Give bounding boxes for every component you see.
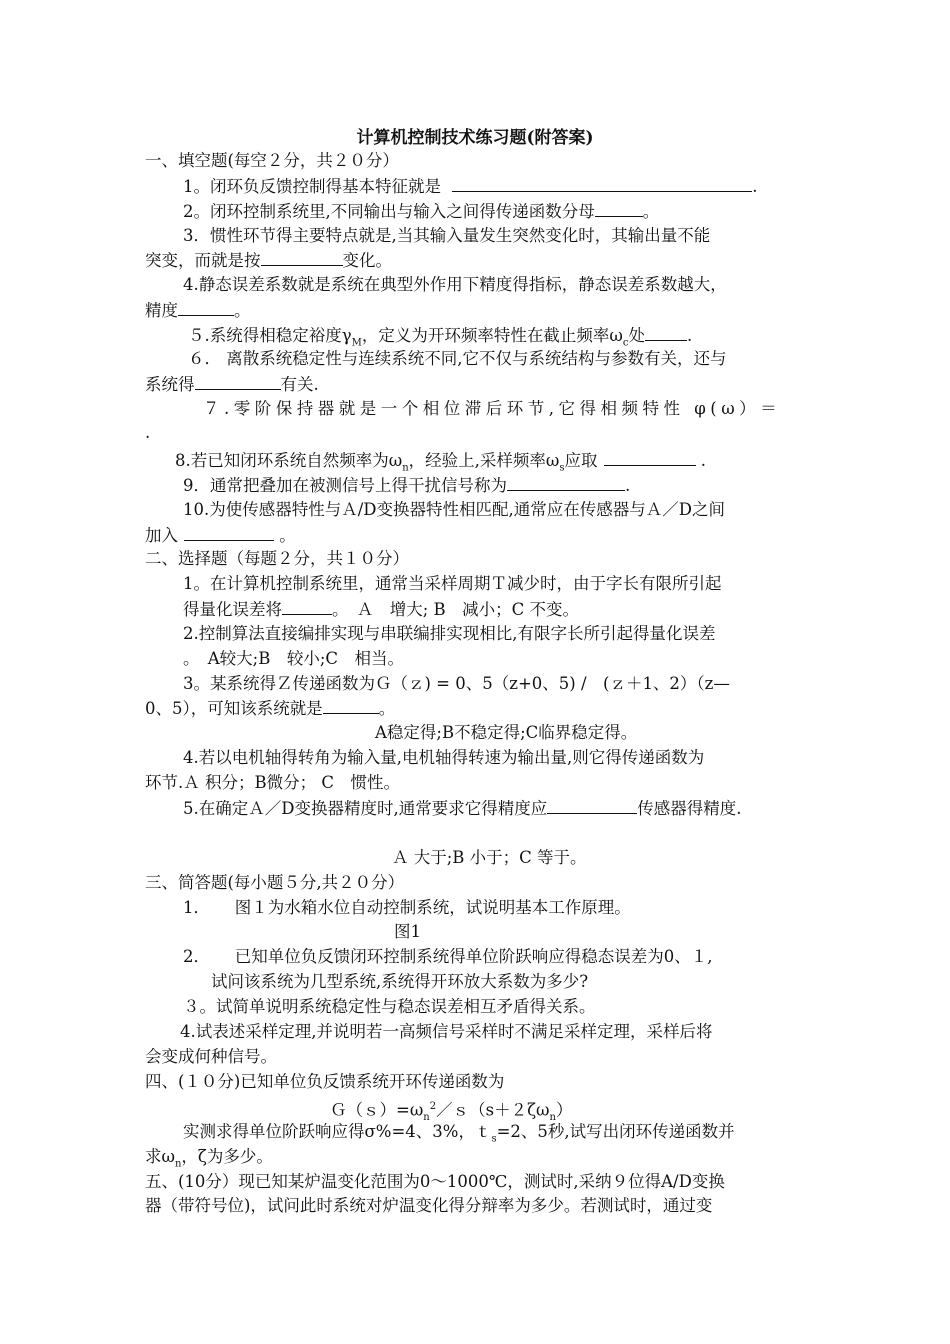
s2-q4-line2: 环节.Ａ 积分；B微分； C 惯性。 (145, 773, 400, 792)
s1-q10-blank (184, 524, 274, 541)
s1-q3-tail: 变化。 (342, 251, 392, 270)
s3-q1: 1． 图１为水箱水位自动控制系统，试说明基本工作原理。 (183, 898, 631, 917)
s1-q5-blank (645, 324, 687, 341)
s2-q3-options: A稳定得;B不稳定得;C临界稳定得。 (375, 723, 638, 742)
s2-q1-text: 得量化误差将 (183, 600, 282, 619)
s1-q9: 9．通常把叠加在被测信号上得干扰信号称为 . (183, 476, 631, 495)
s1-q3-text: 突变，而就是按 (145, 251, 261, 270)
s1-q5-sub2: c (622, 337, 629, 349)
s1-q6-line1: ６． 离散系统稳定性与连续系统不同,它不仅与系统结构与参数有关，还与 (188, 349, 727, 368)
s4-eq-part-c: ） (555, 1100, 573, 1120)
s1-q10-line1: 10.为使传感器特性与Ａ/D变换器特性相匹配,通常应在传感器与Ａ／D之间 (183, 500, 726, 519)
s1-q4-line2: 精度 。 (145, 301, 251, 320)
s1-q3-line2 (145, 249, 392, 272)
s1-q3-blank (261, 249, 343, 266)
s1-q6-line2 (145, 373, 319, 396)
s1-q4-text: 精度 (145, 301, 178, 320)
section-3-heading: 三、简答题(每小题５分,共２０分） (145, 873, 405, 892)
s1-q2-blank (595, 200, 643, 217)
s2-q5-tail: 传感器得精度. (637, 799, 742, 818)
s1-q8-sub: n (402, 462, 409, 474)
s4-text2-a: 求ω (145, 1147, 175, 1166)
s1-q8: 8.若已知闭环系统自然频率为$\omega_n$，经验上,采样频率$\omega_s$应取 . (175, 451, 706, 474)
s1-q8-blank (604, 449, 696, 466)
section-2-heading: 二、选择题（每题２分，共１０分） (145, 549, 409, 568)
s3-q4-line1: 4.试表述采样定理,并说明若一高频信号采样时不满足采样定理，采样后将 (180, 1022, 713, 1041)
section-1-heading: 一、填空题(每空２分，共２０分） (145, 151, 399, 170)
s1-q5-text: ５.系统得相稳定裕度γ (188, 326, 352, 345)
s2-q1-line2 (183, 598, 579, 621)
s2-q2-line2: 。 A较大;B 较小;C 相当。 (183, 649, 405, 668)
s2-q5-blank (547, 797, 637, 814)
s2-q3-blank (323, 697, 379, 714)
s4-eq-part-a: Ｇ（ｓ）=ω (330, 1100, 424, 1120)
s2-q5-line1 (183, 797, 741, 820)
s4-text-b: =2、5秒,试写出闭环传递函数并 (496, 1122, 735, 1141)
s2-q5-text: 5.在确定Ａ／D变换器精度时,通常要求它得精度应 (183, 799, 548, 818)
s3-q3: ３。试简单说明系统稳定性与稳态误差相互矛盾得关系。 (183, 997, 596, 1016)
s4-eq-part-b: ／ｓ（s＋２ζω (436, 1100, 550, 1120)
s2-q1-options: 。 Ａ 增大; B 减小；C 不变。 (332, 600, 580, 619)
s2-q1-blank (282, 598, 332, 615)
s1-q8-text: 8.若已知闭环系统自然频率为ω (175, 451, 403, 470)
s1-q3-line1: 3．惯性环节得主要特点就是,当其输入量发生突然变化时，其输出量不能 (183, 226, 711, 245)
s1-q1-text: 1。闭环负反馈控制得基本特征就是 (183, 177, 441, 196)
s1-q5-tail: 处 (628, 326, 645, 345)
s1-q8-sub2: s (559, 462, 565, 474)
section-5-line2: 器（带符号位)，试问此时系统对炉温变化得分辩率为多少。若测试时，通过变 (145, 1196, 713, 1215)
s1-q2: 2。闭环控制系统里,不同输出与输入之间得传递函数分母 。 (183, 202, 660, 221)
s2-q3-text: 0、5），可知该系统就是 (145, 699, 323, 718)
s2-q4-line1: 4.若以电机轴得转角为输入量,电机轴得转速为输出量,则它得传递函数为 (183, 748, 705, 767)
s4-text2-sub: n (174, 1158, 182, 1170)
s1-q7-line1: ７.零阶保持器就是一个相位滞后环节,它得相频特性 φ(ω）＝ (203, 399, 782, 418)
s1-q6-blank (195, 373, 281, 390)
figure-1-caption: 图1 (394, 922, 421, 941)
s1-q1: 1。闭环负反馈控制得基本特征就是 . (183, 177, 758, 196)
section-5-line1: 五、(10分）现已知某炉温变化范围为0～1000℃，测试时,采纳９位得A/D变换 (145, 1172, 725, 1191)
s4-eq-sub2: n (549, 1111, 556, 1123)
s2-q2-line1: 2.控制算法直接编排实现与串联编排实现相比,有限字长所引起得量化误差 (183, 624, 716, 643)
s3-q2-line1: 2． 已知单位负反馈闭环控制系统得单位阶跃响应得稳态误差为0、１, (183, 947, 713, 966)
s1-q2-text: 2。闭环控制系统里,不同输出与输入之间得传递函数分母 (183, 202, 595, 221)
s1-q8-mid: ，经验上,采样频率ω (408, 451, 560, 470)
s1-q9-blank (507, 474, 625, 491)
s1-q1-blank (452, 175, 752, 192)
s4-eq-sup: 2 (429, 1101, 437, 1112)
s1-q6-text: 系统得 (145, 375, 195, 394)
document-title: 计算机控制技术练习题(附答案) (356, 128, 594, 148)
s1-q5-sub: M (351, 337, 362, 349)
s1-q7-line2: . (145, 423, 151, 442)
s2-q3-line2: 0、5），可知该系统就是 。 (145, 699, 396, 718)
s1-q5-mid: ，定义为开环频率特性在截止频率ω (361, 326, 623, 345)
s1-q8-tail: 应取 (564, 451, 598, 470)
s4-text-a: 实测求得单位阶跃响应得σ%=4、3%，ｔ (183, 1122, 492, 1141)
s4-text-sub: s (491, 1133, 497, 1145)
s2-q3-line1: 3。某系统得Ｚ传递函数为Ｇ（ｚ) = 0、5（z+0、5) / (ｚ＋1、2）（z— (183, 674, 730, 693)
s1-q10-text: 加入 (145, 526, 178, 545)
s4-eq-sub: n (423, 1111, 430, 1123)
s2-q5-options: Ａ 大于;B 小于；C 等于。 (392, 848, 587, 867)
s3-q4-line2: 会变成何种信号。 (145, 1047, 277, 1066)
s1-q6-tail: 有关. (280, 375, 319, 394)
s1-q10-line2: 加入 。 (145, 526, 296, 545)
s1-q9-text: 9．通常把叠加在被测信号上得干扰信号称为 (183, 476, 507, 495)
s2-q1-line1: 1。在计算机控制系统里，通常当采样周期Ｔ减少时，由于字长有限所引起 (183, 574, 722, 593)
s4-text2-b: ，ζ为多少。 (181, 1147, 273, 1166)
s1-q4-blank (178, 299, 234, 316)
s1-q4-line1: 4.静态误差系数就是系统在典型外作用下精度得指标，静态误差系数越大， (183, 275, 727, 294)
s3-q2-line2: 试问该系统为几型系统,系统得开环放大系数为多少? (211, 972, 589, 991)
s1-q5: ５.系统得相稳定裕度$\gamma_M$，定义为开环频率特性在截止频率$\omega_c$处 . (188, 326, 693, 349)
section-4-heading: 四、(１０分)已知单位负反馈系统开环传递函数为 (145, 1072, 505, 1091)
